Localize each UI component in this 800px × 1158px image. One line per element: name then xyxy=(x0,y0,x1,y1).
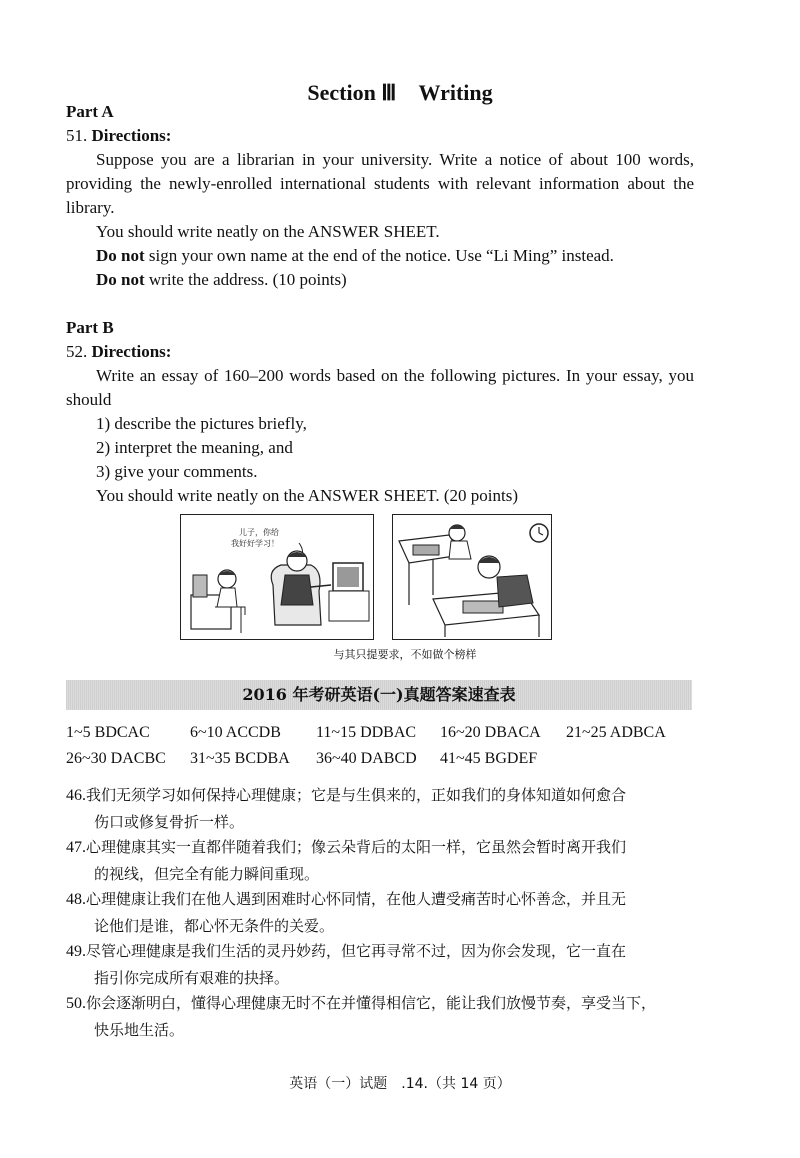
translation-49 xyxy=(66,938,696,991)
q51-do-not-sign-line xyxy=(96,244,614,268)
q52-item-2: 2) interpret the meaning, and xyxy=(96,438,293,457)
part-b-heading: Part B xyxy=(66,318,114,337)
translation-line: 心理健康让我们在他人遇到困难时心怀同情，在他人遭受痛苦时心怀善念，并且无 xyxy=(86,890,627,908)
q51-directions xyxy=(66,124,171,148)
q52-paragraph: Write an essay of 160–200 words based on the following pictures. In your essay, you should xyxy=(66,366,694,409)
cartoon-panel-left xyxy=(180,514,374,640)
q51-do-not-address-line xyxy=(96,268,347,292)
answer-key-cell: 21~25 ADBCA xyxy=(566,724,666,741)
answer-key-cell: 6~10 ACCDB xyxy=(190,724,281,741)
cartoon-right-drawing xyxy=(393,515,551,639)
q52-directions-label: Directions: xyxy=(91,342,172,361)
answer-key-cell: 26~30 DACBC xyxy=(66,750,166,767)
translation-line: 我们无须学习如何保持心理健康；它是与生俱来的，正如我们的身体知道如何愈合 xyxy=(86,786,627,804)
translation-line: 指引你完成所有艰难的抉择。 xyxy=(94,969,290,987)
part-a-heading: Part A xyxy=(66,102,114,121)
q52-answer-sheet-line: You should write neatly on the ANSWER SHEET. (20 points) xyxy=(96,486,518,505)
answer-key-cell: 11~15 DDBAC xyxy=(316,724,417,741)
do-not-label: Do not xyxy=(96,270,145,289)
do-not-address-text: write the address. (10 points) xyxy=(144,270,347,289)
answer-key-cell: 41~45 BGDEF xyxy=(440,750,538,767)
answer-key-cell: 36~40 DABCD xyxy=(316,750,417,767)
translation-line: 快乐地生活。 xyxy=(94,1021,185,1039)
page-footer: 英语（一）试题 .14.（共 14 页） xyxy=(289,1076,511,1092)
q51-directions-label: Directions: xyxy=(91,126,172,145)
translation-line: 的视线，但完全有能力瞬间重现。 xyxy=(94,865,320,883)
answer-key-cell: 31~35 BCDBA xyxy=(190,750,290,767)
translation-number: 50. xyxy=(66,995,86,1012)
translation-number: 47. xyxy=(66,839,86,856)
figure-caption: 与其只提要求，不如做个榜样 xyxy=(333,648,477,661)
do-not-label: Do not xyxy=(96,246,145,265)
q51-paragraph: Suppose you are a librarian in your university. Write a notice of about 100 words, providing the newly-enrolled international students with relevant information about the library. xyxy=(66,150,694,217)
translation-line: 你会逐渐明白，懂得心理健康无时不在并懂得相信它，能让我们放慢节奏，享受当下， xyxy=(86,994,657,1012)
translation-line: 伤口或修复骨折一样。 xyxy=(94,813,245,831)
speech-bubble-line1: 儿子，你给 xyxy=(239,528,279,537)
translation-line: 心理健康其实一直都伴随着我们；像云朵背后的太阳一样，它虽然会暂时离开我们 xyxy=(86,838,627,856)
answer-key-cell: 1~5 BDCAC xyxy=(66,724,150,741)
q52-directions xyxy=(66,340,171,364)
speech-bubble-line2: 我好好学习！ xyxy=(231,539,279,548)
q51-number: 51. xyxy=(66,126,88,145)
answer-key-title: 2016 年考研英语(一)真题答案速查表 xyxy=(66,680,692,710)
q52-item-1: 1) describe the pictures briefly, xyxy=(96,414,307,433)
cartoon-left-drawing xyxy=(181,515,373,639)
translation-50 xyxy=(66,990,696,1043)
translation-line: 论他们是谁，都心怀无条件的关爱。 xyxy=(94,917,335,935)
answer-key-cell: 16~20 DBACA xyxy=(440,724,541,741)
q52-item-3: 3) give your comments. xyxy=(96,462,258,481)
translation-number: 48. xyxy=(66,891,86,908)
q52-number: 52. xyxy=(66,342,88,361)
section-title: Section Ⅲ Writing xyxy=(307,80,493,105)
answer-key-row-1 xyxy=(66,724,666,742)
translation-line: 尽管心理健康是我们生活的灵丹妙药，但它再寻常不过，因为你会发现，它一直在 xyxy=(86,942,627,960)
translation-47 xyxy=(66,834,696,887)
answer-key-row-2 xyxy=(66,750,537,768)
translation-number: 49. xyxy=(66,943,86,960)
cartoon-panel-right xyxy=(392,514,552,640)
translation-48 xyxy=(66,886,696,939)
q51-answer-sheet-line: You should write neatly on the ANSWER SHEET. xyxy=(96,222,440,241)
translation-46 xyxy=(66,782,696,835)
do-not-sign-text: sign your own name at the end of the notice. Use “Li Ming” instead. xyxy=(144,246,614,265)
translation-number: 46. xyxy=(66,787,86,804)
